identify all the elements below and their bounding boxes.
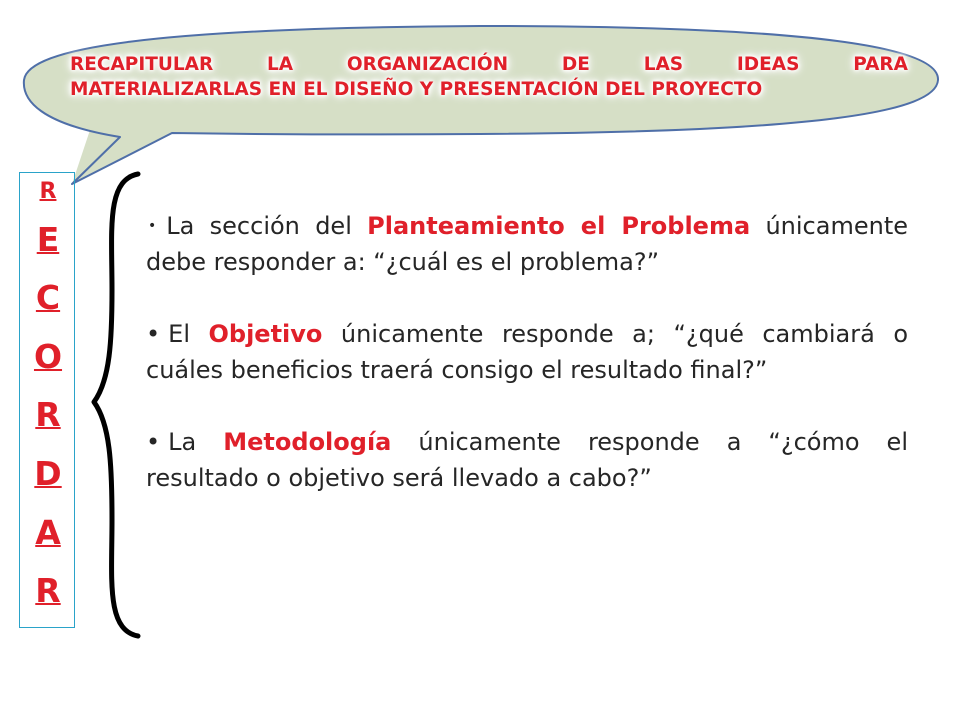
recordar-letter: C bbox=[35, 278, 61, 317]
bullet-text: únicamente debe responder a: “¿cuál es el problema?” bbox=[146, 212, 908, 276]
recordar-letter: O bbox=[33, 337, 63, 376]
callout-word: RECAPITULAR bbox=[70, 54, 214, 75]
bullet-text: únicamente responde a “¿cómo el resultado o objetivo será llevado a cabo?” bbox=[146, 428, 908, 492]
left-curly-brace bbox=[80, 170, 150, 640]
callout-word: PARA bbox=[853, 54, 908, 75]
callout-word: IDEAS bbox=[736, 54, 800, 75]
bullet-text: únicamente responde a; “¿qué cambiará o cuáles beneficios traerá consigo el resultado final?” bbox=[146, 320, 909, 384]
bullet-item-objetivo bbox=[146, 316, 908, 388]
recordar-letter: R bbox=[35, 571, 61, 610]
bullet-dot-icon: • bbox=[148, 218, 157, 234]
recordar-letter: R bbox=[39, 179, 57, 204]
highlight-term: Planteamiento el Problema bbox=[367, 212, 751, 240]
bullet-item-metodologia bbox=[146, 424, 908, 496]
callout-word: DE bbox=[561, 54, 590, 75]
bullet-item-planteamiento bbox=[146, 208, 908, 280]
callout-word: LA bbox=[267, 54, 294, 75]
bullet-text: El bbox=[168, 320, 209, 348]
bullet-dot-icon: • bbox=[146, 428, 161, 456]
callout-title-line1 bbox=[70, 52, 908, 77]
highlight-term: Metodología bbox=[223, 428, 392, 456]
callout-title bbox=[70, 52, 908, 102]
recordar-letter: A bbox=[35, 513, 61, 552]
recordar-letter: E bbox=[36, 220, 60, 259]
bullet-text: La sección del bbox=[166, 212, 368, 240]
recordar-vertical-word bbox=[19, 172, 75, 628]
highlight-term: Objetivo bbox=[208, 320, 323, 348]
callout-word: ORGANIZACIÓN bbox=[346, 54, 509, 75]
callout-title-line2: MATERIALIZARLAS EN EL DISEÑO Y PRESENTACIÓN DEL PROYECTO bbox=[70, 79, 763, 100]
bullet-list bbox=[146, 208, 908, 496]
bullet-text: La bbox=[168, 428, 224, 456]
callout-word: LAS bbox=[643, 54, 684, 75]
bullet-dot-icon: • bbox=[146, 320, 161, 348]
recordar-letter: D bbox=[34, 454, 62, 493]
recordar-letter: R bbox=[35, 395, 61, 434]
